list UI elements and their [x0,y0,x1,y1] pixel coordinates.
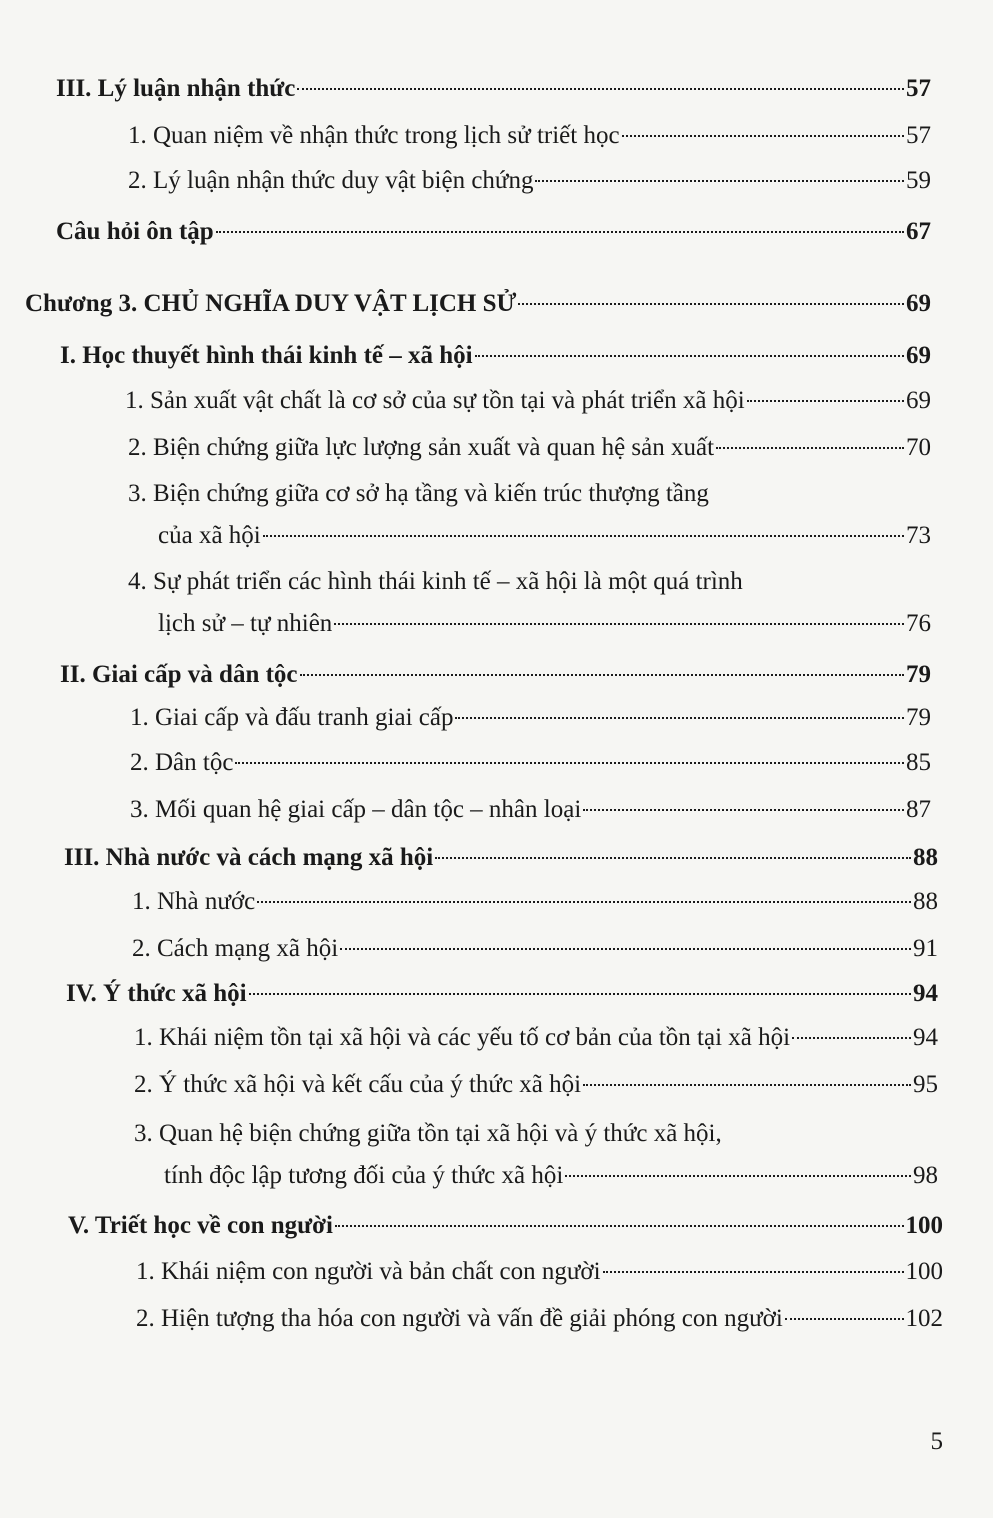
toc-entry-page: 79 [906,704,931,731]
toc-item-entry [128,120,931,152]
toc-item-entry [132,933,938,965]
dot-leader [518,301,904,305]
toc-entry-title: III. Lý luận nhận thức [56,75,296,102]
dot-leader [603,1269,904,1273]
toc-entry-page: 70 [906,434,931,461]
dot-leader [785,1316,904,1320]
dot-leader [257,899,911,903]
toc-item-entry [130,702,931,734]
dot-leader [300,672,904,676]
toc-item-entry [164,1160,938,1192]
toc-section-entry [60,340,931,372]
toc-item-entry [136,1256,943,1288]
toc-item-entry [128,165,931,197]
toc-entry-page: 100 [905,1258,943,1285]
dot-leader [435,855,911,859]
toc-item-first-line: 3. Biện chứng giữa cơ sở hạ tầng và kiến trúc thượng tầng [128,480,709,507]
toc-entry-page: 88 [913,844,938,871]
toc-entry-title: của xã hội [158,522,261,549]
toc-item-entry [134,1069,938,1101]
dot-leader [235,760,904,764]
toc-entry-title: II. Giai cấp và dân tộc [60,661,298,688]
toc-entry-title: 2. Cách mạng xã hội [132,935,339,962]
toc-entry-page: 85 [906,749,931,776]
toc-entry-title: 2. Biện chứng giữa lực lượng sản xuất và quan hệ sản xuất [128,434,715,461]
toc-entry-title: 1. Khái niệm tồn tại xã hội và các yếu tố cơ bản của tồn tại xã hội [134,1024,791,1051]
toc-entry-page: 57 [906,122,931,149]
dot-leader [334,621,904,625]
toc-section-entry [56,73,931,105]
toc-entry-page: 100 [905,1212,943,1239]
toc-entry-page: 67 [906,218,931,245]
toc-section-entry [60,659,931,691]
dot-leader [583,807,904,811]
toc-entry-page: 79 [906,661,931,688]
toc-item-entry [158,608,931,640]
dot-leader [297,86,904,90]
dot-leader [249,991,911,995]
dot-leader [716,445,904,449]
toc-section-entry [56,216,931,248]
dot-leader [792,1035,911,1039]
dot-leader [622,133,904,137]
toc-item-entry [130,747,931,779]
toc-entry-title: III. Nhà nước và cách mạng xã hội [64,844,434,871]
toc-entry-title: I. Học thuyết hình thái kinh tế – xã hội [60,342,473,369]
toc-entry-page: 102 [905,1305,943,1332]
toc-entry-title: 2. Lý luận nhận thức duy vật biện chứng [128,167,534,194]
toc-entry-page: 94 [913,980,938,1007]
toc-item-entry [136,1303,943,1335]
toc-item-first-line: 4. Sự phát triển các hình thái kinh tế – xã hội là một quá trình [128,568,743,595]
toc-entry-title: Câu hỏi ôn tập [56,218,214,245]
dot-leader [475,353,904,357]
toc-item-first-line: 3. Quan hệ biện chứng giữa tồn tại xã hội và ý thức xã hội, [134,1120,722,1147]
toc-chapter-entry [25,288,931,320]
dot-leader [455,715,904,719]
toc-entry-page: 69 [906,387,931,414]
dot-leader [340,946,911,950]
toc-entry-page: 88 [913,888,938,915]
dot-leader [747,398,904,402]
dot-leader [565,1173,911,1177]
toc-entry-page: 69 [906,342,931,369]
toc-entry-title: lịch sử – tự nhiên [158,610,333,637]
toc-item-entry [130,794,931,826]
toc-entry-title: tính độc lập tương đối của ý thức xã hội [164,1162,564,1189]
toc-item-entry [132,886,938,918]
toc-entry-page: 98 [913,1162,938,1189]
page-number: 5 [930,1428,943,1455]
toc-item-entry [125,385,931,417]
toc-entry-page: 95 [913,1071,938,1098]
toc-entry-title: 1. Sản xuất vật chất là cơ sở của sự tồn tại và phát triển xã hội [125,387,745,414]
toc-entry-page: 57 [906,75,931,102]
toc-entry-title: V. Triết học về con người [68,1212,333,1239]
dot-leader [216,229,904,233]
toc-entry-title: Chương 3. CHỦ NGHĨA DUY VẬT LỊCH SỬ [25,290,517,317]
toc-entry-page: 76 [906,610,931,637]
toc-entry-title: 1. Quan niệm về nhận thức trong lịch sử triết học [128,122,620,149]
dot-leader [535,178,904,182]
toc-entry-title: 2. Ý thức xã hội và kết cấu của ý thức xã hội [134,1071,582,1098]
toc-section-entry [66,978,938,1010]
toc-entry-title: 1. Nhà nước [132,888,256,915]
dot-leader [583,1082,911,1086]
toc-entry-title: 2. Dân tộc [130,749,234,776]
toc-entry-page: 59 [906,167,931,194]
toc-item-entry [134,1022,938,1054]
toc-entry-title: 3. Mối quan hệ giai cấp – dân tộc – nhân loại [130,796,582,823]
toc-entry-page: 73 [906,522,931,549]
toc-item-entry [158,520,931,552]
toc-item-entry [128,432,931,464]
toc-entry-page: 94 [913,1024,938,1051]
toc-entry-title: 1. Khái niệm con người và bản chất con người [136,1258,601,1285]
toc-entry-page: 87 [906,796,931,823]
toc-section-entry [68,1210,943,1242]
dot-leader [335,1223,904,1227]
toc-section-entry [64,842,938,874]
toc-entry-title: 1. Giai cấp và đấu tranh giai cấp [130,704,454,731]
toc-entry-page: 91 [913,935,938,962]
dot-leader [263,533,904,537]
toc-entry-title: 2. Hiện tượng tha hóa con người và vấn đề giải phóng con người [136,1305,783,1332]
toc-entry-title: IV. Ý thức xã hội [66,980,247,1007]
toc-entry-page: 69 [906,290,931,317]
